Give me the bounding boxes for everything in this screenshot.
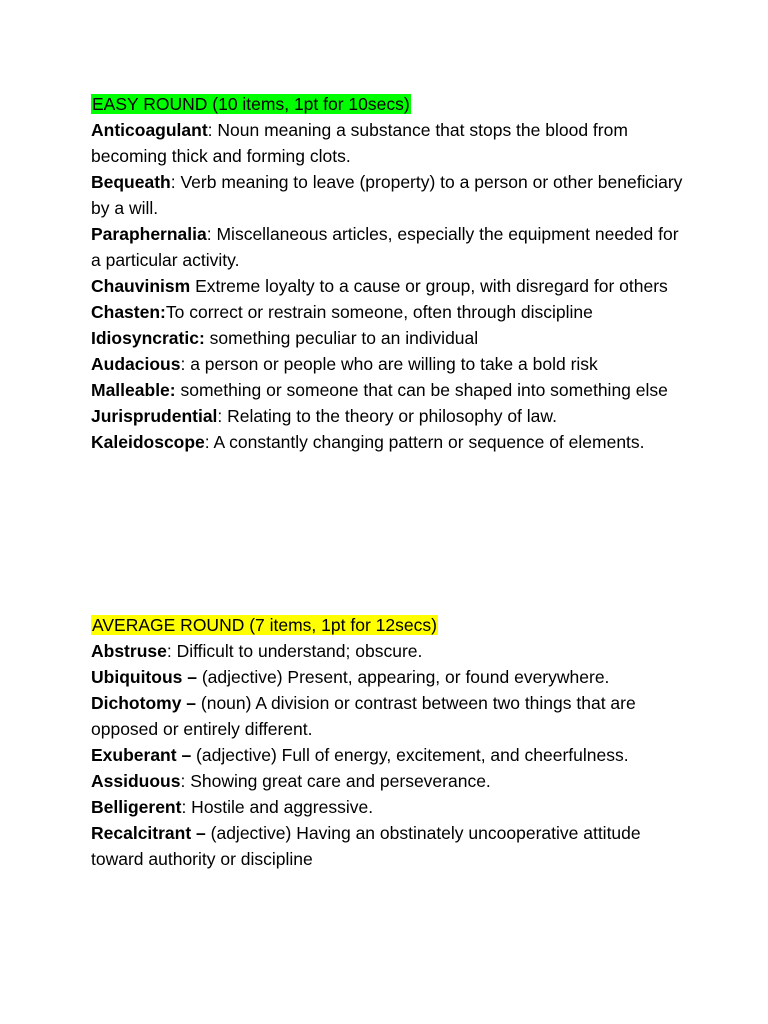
- vocabulary-definition: : Verb meaning to leave (property) to a person or other beneficiary by a will.: [91, 172, 683, 218]
- vocabulary-entry: [91, 742, 691, 768]
- vocabulary-term: Malleable:: [91, 380, 176, 400]
- easy-round-heading-line: [91, 91, 691, 117]
- vocabulary-term: Jurisprudential: [91, 406, 218, 426]
- vocabulary-entry: [91, 325, 691, 351]
- vocabulary-term: Ubiquitous –: [91, 667, 197, 687]
- easy-round-entries: [91, 117, 691, 455]
- vocabulary-entry: [91, 377, 691, 403]
- vocabulary-definition: : Difficult to understand; obscure.: [166, 641, 423, 661]
- vocabulary-definition: : Showing great care and perseverance.: [180, 771, 491, 791]
- vocabulary-definition: (adjective) Having an obstinately uncooperative attitude toward authority or discipline: [91, 823, 641, 869]
- vocabulary-entry: [91, 820, 691, 872]
- vocabulary-term: Assiduous: [91, 771, 181, 791]
- average-round-heading-line: [91, 612, 691, 638]
- vocabulary-term: Dichotomy –: [91, 693, 197, 713]
- vocabulary-definition: : Noun meaning a substance that stops the blood from becoming thick and forming clots.: [91, 120, 628, 166]
- vocabulary-entry: [91, 273, 691, 299]
- easy-round-heading: EASY ROUND (10 items, 1pt for 10secs): [92, 94, 410, 114]
- vocabulary-entry: [91, 690, 691, 742]
- vocabulary-definition: : A constantly changing pattern or sequence of elements.: [204, 432, 645, 452]
- vocabulary-entry: [91, 299, 691, 325]
- vocabulary-term: Exuberant –: [91, 745, 192, 765]
- vocabulary-definition: Extreme loyalty to a cause or group, with disregard for others: [190, 276, 668, 296]
- vocabulary-term: Bequeath: [91, 172, 171, 192]
- vocabulary-definition: something or someone that can be shaped into something else: [175, 380, 668, 400]
- vocabulary-term: Belligerent: [91, 797, 182, 817]
- vocabulary-term: Idiosyncratic:: [91, 328, 205, 348]
- vocabulary-entry: [91, 403, 691, 429]
- vocabulary-entry: [91, 664, 691, 690]
- vocabulary-term: Kaleidoscope: [91, 432, 205, 452]
- vocabulary-definition: something peculiar to an individual: [204, 328, 479, 348]
- vocabulary-term: Anticoagulant: [91, 120, 208, 140]
- average-round-heading: AVERAGE ROUND (7 items, 1pt for 12secs): [92, 615, 437, 635]
- vocabulary-term: Abstruse: [91, 641, 167, 661]
- vocabulary-entry: [91, 169, 691, 221]
- vocabulary-definition: : a person or people who are willing to take a bold risk: [180, 354, 598, 374]
- vocabulary-term: Chasten:: [91, 302, 166, 322]
- vocabulary-definition: : Hostile and aggressive.: [181, 797, 374, 817]
- average-round-section: [91, 612, 691, 872]
- vocabulary-entry: [91, 221, 691, 273]
- vocabulary-term: Chauvinism: [91, 276, 191, 296]
- vocabulary-entry: [91, 794, 691, 820]
- vocabulary-definition: To correct or restrain someone, often through discipline: [165, 302, 593, 322]
- vocabulary-term: Recalcitrant –: [91, 823, 206, 843]
- average-round-entries: [91, 638, 691, 872]
- vocabulary-entry: [91, 351, 691, 377]
- vocabulary-definition: : Relating to the theory or philosophy of law.: [217, 406, 557, 426]
- vocabulary-term: Audacious: [91, 354, 181, 374]
- vocabulary-entry: [91, 768, 691, 794]
- vocabulary-definition: (noun) A division or contrast between two things that are opposed or entirely different.: [91, 693, 636, 739]
- vocabulary-entry: [91, 117, 691, 169]
- vocabulary-definition: (adjective) Full of energy, excitement, and cheerfulness.: [191, 745, 629, 765]
- vocabulary-definition: (adjective) Present, appearing, or found everywhere.: [196, 667, 610, 687]
- vocabulary-entry: [91, 638, 691, 664]
- vocabulary-entry: [91, 429, 691, 455]
- vocabulary-definition: : Miscellaneous articles, especially the equipment needed for a particular activity.: [91, 224, 679, 270]
- easy-round-section: [91, 91, 691, 455]
- vocabulary-term: Paraphernalia: [91, 224, 207, 244]
